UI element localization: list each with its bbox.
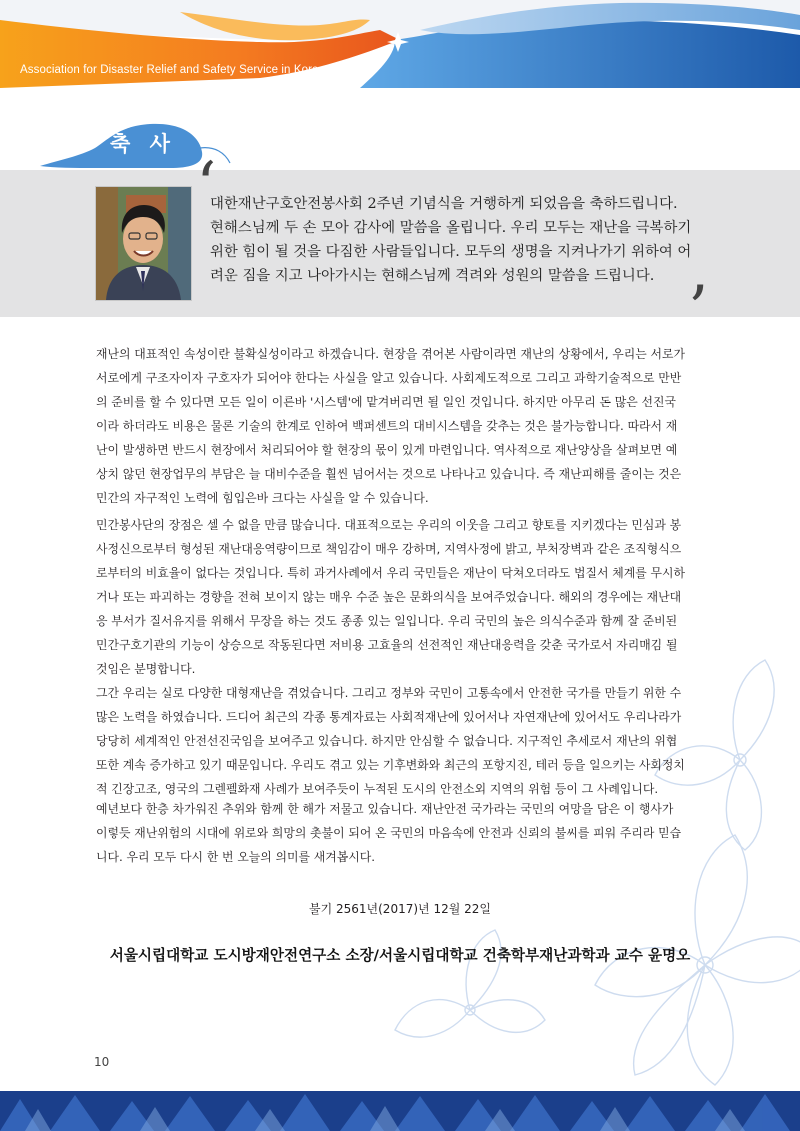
body-line: 민간의 자구적인 노력에 힘입은바 크다는 사실을 알 수 있습니다. bbox=[96, 491, 429, 505]
quote-line: 현해스님께 두 손 모아 감사에 말씀을 올립니다. 우리 모두는 재난을 극복하기 bbox=[210, 220, 692, 236]
body-line: 로부터의 비효율이 없다는 것입니다. 특히 과거사례에서 우리 국민들은 재난이 닥쳐오더라도 법질서 체계를 무시하 bbox=[96, 566, 685, 580]
body-line: 많은 노력을 하였습니다. 드디어 최근의 각종 통계자료는 사회적재난에 있어서나 자연재난에 있어서도 우리나라가 bbox=[96, 710, 682, 724]
open-quote-icon: ‘ bbox=[196, 149, 217, 223]
page-title: 축 사 bbox=[110, 132, 176, 156]
body-paragraph-2 bbox=[96, 513, 706, 801]
body-line: 난이 발생하면 반드시 현장에서 처리되어야 할 현장의 몫이 있게 마련입니다. 역사적으로 재난양상을 살펴보면 예 bbox=[96, 443, 678, 457]
page-number: 10 bbox=[94, 1055, 110, 1069]
quote-text bbox=[210, 192, 710, 288]
body-line: 것임은 분명합니다. bbox=[96, 662, 196, 676]
body-paragraph-1 bbox=[96, 342, 706, 510]
body-line: 서로에게 구조자이자 구호자가 되어야 한다는 사실을 알고 있습니다. 사회제도적으로 그리고 과학기술적으로 만반 bbox=[96, 371, 682, 385]
body-line: 민간구호기관의 기능이 상승으로 작동된다면 저비용 고효율의 선전적인 재난대응력을 갖춘 국가로서 자리매김 될 bbox=[96, 638, 678, 652]
body-line: 적 긴장고조, 영국의 그렌펠화재 사례가 보여주듯이 누적된 도시의 안전소외 지역의 위험 등이 그 사례입니다. bbox=[96, 782, 659, 796]
author-signature: 서울시립대학교 도시방재안전연구소 소장/서울시립대학교 건축학부재난과학과 교수 윤명오 bbox=[109, 947, 691, 964]
header-banner bbox=[0, 0, 800, 88]
quote-line: 려운 짐을 지고 나아가시는 현해스님께 격려와 성원의 말씀을 드립니다. bbox=[210, 268, 655, 284]
footer-band bbox=[0, 1091, 800, 1131]
body-line: 응 부서가 질서유지를 위해서 무장을 하는 것도 종종 있는 일입니다. 우리 국민의 높은 의식수준과 함께 잘 준비된 bbox=[96, 614, 678, 628]
body-line: 예년보다 한층 차가워진 추위와 함께 한 해가 저물고 있습니다. 재난안전 국가라는 국민의 여망을 담은 이 행사가 bbox=[96, 802, 674, 816]
organization-name: Association for Disaster Relief and Safety Service in Korea bbox=[20, 64, 326, 76]
body-line: 의 준비를 할 수 있다면 모든 일이 이른바 '시스템'에 맡겨버리면 될 일인 것입니다. 하지만 아무리 돈 많은 선진국 bbox=[96, 395, 676, 409]
quote-line: 위한 힘이 될 것을 다짐한 사람들입니다. 모두의 생명을 지켜나가기 위하여 어 bbox=[210, 244, 692, 260]
body-line: 사정신으로부터 형성된 재난대응역량이므로 책임감이 매우 강하며, 지역사정에 밝고, 부처장벽과 같은 조직형식으 bbox=[96, 542, 682, 556]
body-line: 또한 계속 증가하고 있기 때문입니다. 우리도 겪고 있는 기후변화와 최근의 포항지진, 테러 등을 일으키는 사회정치 bbox=[96, 758, 685, 772]
body-paragraph-3 bbox=[96, 797, 706, 869]
close-quote-icon: ’ bbox=[688, 273, 709, 347]
body-line: 그간 우리는 실로 다양한 대형재난을 겪었습니다. 그리고 정부와 국민이 고통속에서 안전한 국가를 만들기 위한 수 bbox=[96, 686, 682, 700]
body-line: 상치 않던 현장업무의 부담은 늘 대비수준을 훨씬 넘어서는 것으로 나타나고 있습니다. 즉 재난피해를 줄이는 것은 bbox=[96, 467, 682, 481]
body-line: 거나 또는 파괴하는 경향을 전혀 보이지 않는 매우 수준 높은 문화의식을 보여주었습니다. 해외의 경우에는 재난대 bbox=[96, 590, 682, 604]
portrait-photo bbox=[95, 186, 192, 301]
body-line: 니다. 우리 모두 다시 한 번 오늘의 의미를 새겨봅시다. bbox=[96, 850, 376, 864]
body-line: 이라 하더라도 비용은 물론 기술의 한계로 인하여 백퍼센트의 대비시스템을 갖추는 것은 불가능합니다. 따라서 재 bbox=[96, 419, 678, 433]
body-line: 민간봉사단의 장점은 셀 수 없을 만큼 많습니다. 대표적으로는 우리의 이웃을 그리고 향토를 지키겠다는 민심과 봉 bbox=[96, 518, 682, 532]
date-line: 불기 2561년(2017)년 12월 22일 bbox=[309, 902, 491, 916]
body-line: 이렇듯 재난위험의 시대에 위로와 희망의 촛불이 되어 온 국민의 마음속에 안전과 신뢰의 불씨를 피워 주리라 믿습 bbox=[96, 826, 682, 840]
quote-line: 대한재난구호안전봉사회 2주년 기념식을 거행하게 되었음을 축하드립니다. bbox=[210, 196, 678, 212]
body-line: 재난의 대표적인 속성이란 불확실성이라고 하겠습니다. 현장을 겪어본 사람이라면 재난의 상황에서, 우리는 서로가 bbox=[96, 347, 685, 361]
body-line: 당당히 세계적인 안전선진국임을 보여주고 있습니다. 하지만 안심할 수 없습니다. 지구적인 추세로서 재난의 위협 bbox=[96, 734, 678, 748]
